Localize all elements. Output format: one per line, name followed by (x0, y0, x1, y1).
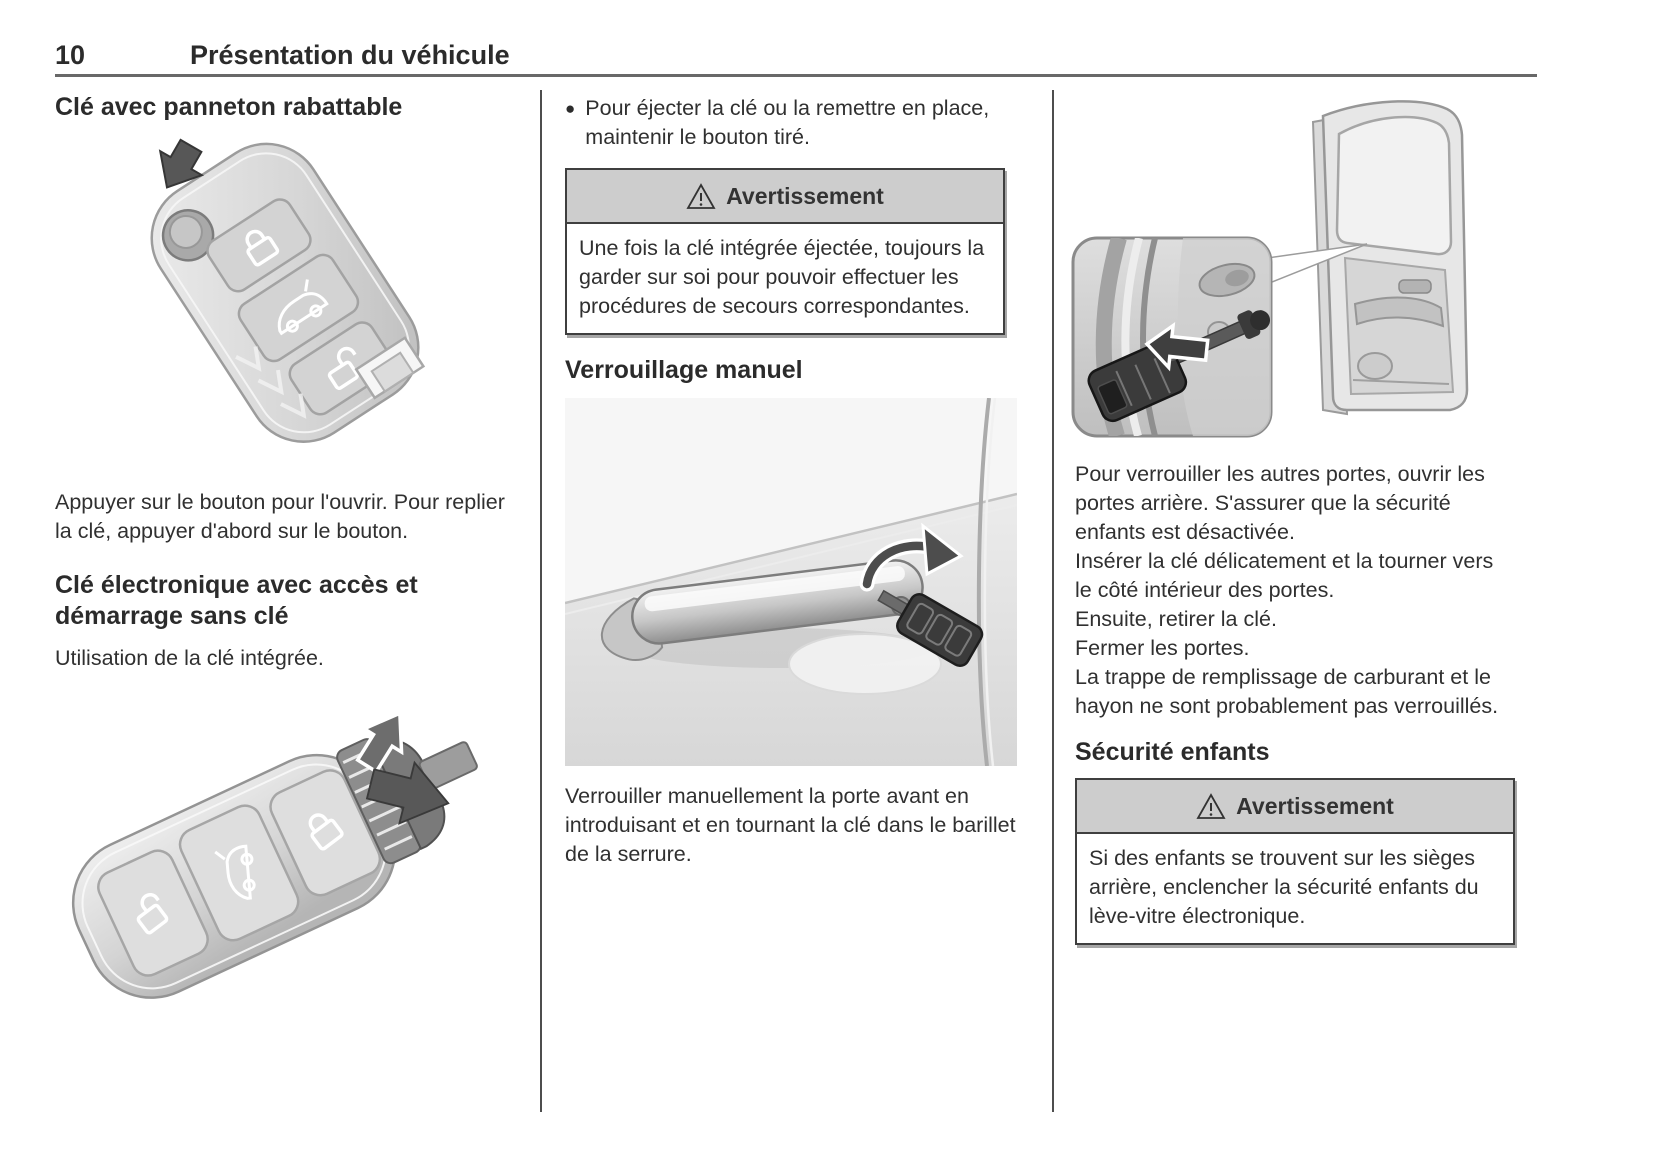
lock-inset (1073, 238, 1283, 436)
paragraph-trappe: La trappe de remplissage de carburant et le hayon ne sont probablement pas verrouillés. (1075, 665, 1499, 718)
paragraph-retirer: Ensuite, retirer la clé. (1075, 607, 1277, 631)
open-door-svg (1061, 92, 1501, 444)
warning-box-securite (1075, 778, 1515, 945)
warning-title: Avertissement (1236, 793, 1394, 819)
header-rule (55, 74, 1537, 77)
flip-key-illustration (73, 131, 507, 466)
bullet-item (565, 94, 1017, 152)
paragraph-verrouiller-autres: Pour verrouiller les autres portes, ouvrir les portes arrière. S'assurer que la sécurité enfants est désactivée. (1075, 462, 1485, 544)
column-1 (55, 92, 507, 1021)
warning-title: Avertissement (726, 183, 884, 209)
column-divider-1 (540, 90, 542, 1112)
flip-key-svg (73, 131, 468, 461)
page-number: 10 (55, 40, 86, 70)
bullet-icon: ● (565, 99, 576, 118)
paragraph-utilisation: Utilisation de la clé intégrée. (55, 646, 324, 670)
warning-triangle-icon (686, 183, 716, 210)
paragraph-fermer: Fermer les portes. (1075, 636, 1250, 660)
warning-triangle-icon (1196, 793, 1226, 820)
warning-body: Si des enfants se trouvent sur les sièges arrière, enclencher la sécurité enfants du lève-vitre électronique. (1089, 846, 1479, 928)
smart-key-svg (55, 681, 485, 1016)
smart-key-illustration (55, 681, 507, 1021)
warning-header (1077, 780, 1513, 834)
heading-securite-enfants: Sécurité enfants (1075, 738, 1270, 766)
paragraph-inserer: Insérer la clé délicatement et la tourner vers le côté intérieur des portes. (1075, 549, 1494, 602)
warning-box (565, 168, 1005, 335)
door-handle-svg (565, 398, 1017, 766)
open-door (1313, 101, 1467, 414)
column-divider-2 (1052, 90, 1054, 1112)
door-handle-photo (565, 398, 1017, 766)
heading-cle-panneton: Clé avec panneton rabattable (55, 93, 403, 121)
warning-header (567, 170, 1003, 224)
open-door-illustration (1061, 92, 1515, 444)
heading-cle-electronique: Clé électronique avec accès et démarrage sans clé (55, 571, 418, 630)
bullet-text: Pour éjecter la clé ou la remettre en place, maintenir le bouton tiré. (585, 96, 990, 149)
paragraph-verrouiller: Verrouiller manuellement la porte avant en introduisant et en tournant la clé dans le barillet de la serrure. (565, 784, 1016, 866)
heading-verrouillage-manuel: Verrouillage manuel (565, 356, 803, 384)
paragraph-open-key: Appuyer sur le bouton pour l'ouvrir. Pour replier la clé, appuyer d'abord sur le bouton. (55, 490, 505, 543)
warning-body: Une fois la clé intégrée éjectée, toujours la garder sur soi pour pouvoir effectuer les procédures de secours correspondantes. (579, 236, 985, 318)
page-title: Présentation du véhicule (190, 40, 510, 70)
column-3 (1075, 92, 1515, 945)
paragraph-block (1075, 460, 1515, 721)
column-2 (565, 92, 1017, 869)
